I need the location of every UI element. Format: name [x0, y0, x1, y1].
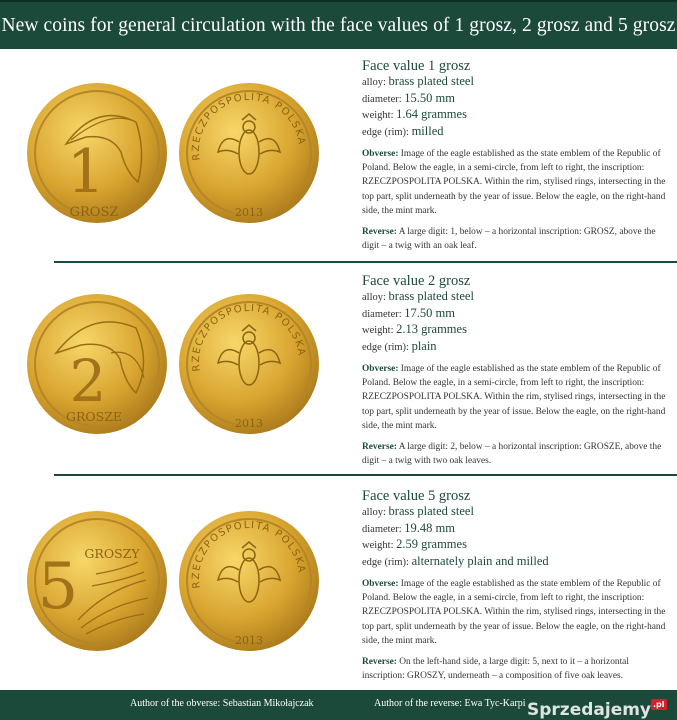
spec-alloy: alloy: brass plated steel: [362, 504, 474, 518]
obverse-year: 2013: [235, 206, 263, 219]
face-value-title: Face value 5 grosz: [362, 488, 471, 504]
obverse-year: 2013: [235, 417, 263, 430]
obverse-description: Obverse: Image of the eagle established as the state emblem of the Republic of Poland. Below the eagle, in a semi-circle, from left to right, the inscription: RZECZPOSPOLITA POLSKA. Within the rim, stylised rings, intersecting in the top part, split underneath by the year of issue. Below the eagle, on the right-hand side, the mint mark.: [362, 579, 666, 646]
face-value-title: Face value 2 grosz: [362, 273, 471, 289]
coin-obverse-2-grosz: [178, 293, 320, 435]
reverse-digit: 2: [69, 347, 107, 415]
spec-diameter: diameter: 17.50 mm: [362, 305, 455, 320]
reverse-word: GROSZE: [65, 409, 123, 424]
reverse-word: GROSZ: [69, 205, 119, 220]
coin-info-1-grosz: [362, 58, 668, 253]
coin-reverse-1-grosz: [26, 82, 168, 224]
spec-weight: weight: 2.59 grammes: [362, 537, 467, 551]
coin-reverse-5-grosz: [26, 510, 168, 652]
obverse-description: Obverse: Image of the eagle established as the state emblem of the Republic of Poland. Below the eagle, in a semi-circle, from left to right, the inscription: RZECZPOSPOLITA POLSKA. Within the rim, stylised rings, intersecting in the top part, split underneath by the year of issue. Below the eagle, on the right-hand side, the mint mark.: [362, 149, 666, 216]
reverse-description: Reverse: A large digit: 1, below – a horizontal inscription: GROSZ, above the digit – a twig with an oak leaf.: [362, 227, 656, 252]
spec-weight: weight: 1.64 grammes: [362, 107, 467, 121]
spec-edge: edge (rim): alternately plain and milled: [362, 553, 549, 568]
obverse-inscription: RZECZPOSPOLITA POLSKA: [190, 91, 307, 162]
header-bar: [0, 0, 677, 49]
page-title: New coins for general circulation with the face values of 1 grosz, 2 grosz and 5 grosz: [1, 14, 676, 36]
spec-alloy: alloy: brass plated steel: [362, 289, 474, 303]
spec-edge: edge (rim): milled: [362, 123, 444, 138]
reverse-digit: 1: [66, 137, 106, 207]
reverse-description: Reverse: A large digit: 2, below – a horizontal inscription: GROSZE, above the digit – a twig with two oak leaves.: [362, 442, 662, 467]
coin-section-2-grosz: [0, 263, 677, 475]
coin-obverse-5-grosz: [178, 510, 320, 652]
spec-diameter: diameter: 15.50 mm: [362, 90, 455, 105]
coin-info-2-grosz: [362, 273, 668, 468]
obverse-author: Author of the obverse: Sebastian Mikołajczak: [130, 698, 314, 709]
coin-section-5-grosz: [0, 476, 677, 690]
spec-diameter: diameter: 19.48 mm: [362, 520, 455, 535]
watermark-logo: Sprzedajemy $^{.pl}$: [527, 700, 665, 720]
coin-reverse-2-grosz: [26, 293, 168, 435]
spec-weight: weight: 2.13 grammes: [362, 322, 467, 336]
obverse-inscription: RZECZPOSPOLITA POLSKA: [190, 302, 307, 373]
spec-edge: edge (rim): plain: [362, 338, 437, 353]
reverse-author: Author of the reverse: Ewa Tyc-Karpi: [374, 698, 526, 709]
coin-section-1-grosz: [0, 50, 677, 262]
obverse-inscription: RZECZPOSPOLITA POLSKA: [190, 519, 307, 590]
reverse-word: GROSZY: [84, 546, 140, 561]
spec-alloy: alloy: brass plated steel: [362, 74, 474, 88]
obverse-year: 2013: [235, 634, 263, 647]
coin-info-5-grosz: [362, 488, 668, 683]
coin-obverse-1-grosz: [178, 82, 320, 224]
obverse-description: Obverse: Image of the eagle established as the state emblem of the Republic of Poland. Below the eagle, in a semi-circle, from left to right, the inscription: RZECZPOSPOLITA POLSKA. Within the rim, stylised rings, intersecting in the top part, split underneath by the year of issue. Below the eagle, on the right-hand side, the mint mark.: [362, 364, 666, 431]
reverse-digit: 5: [37, 550, 79, 624]
reverse-description: Reverse: On the left-hand side, a large digit: 5, next to it – a horizontal inscription: GROSZY, underneath – a composition of five oak leaves.: [362, 657, 629, 682]
face-value-title: Face value 1 grosz: [362, 58, 471, 74]
